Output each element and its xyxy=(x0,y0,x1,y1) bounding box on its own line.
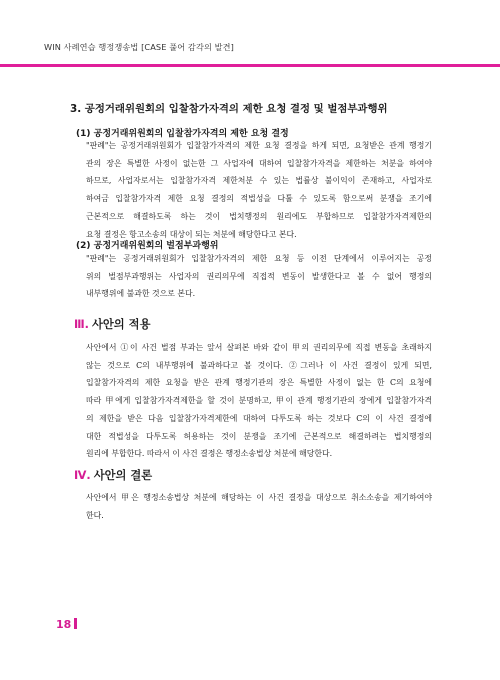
text-line: 하여금 입찰참가자격 제한 요청 결정의 적법성을 다툴 수 있도록 함으로써 분쟁을 조기에 xyxy=(86,194,432,204)
page-number-bar xyxy=(74,618,77,629)
header-rule xyxy=(0,64,500,67)
section-IV-heading xyxy=(74,467,152,483)
text-line: 입찰참가자격의 제한 요청을 받은 관계 행정기관의 장은 특별한 사정이 없는 한 C의 요청에 xyxy=(86,378,432,388)
text-line: 대한 적법성을 다투도록 허용하는 것이 분쟁을 조기에 근본적으로 해결하려는 법치행정의 xyxy=(86,431,432,441)
text-line: 원리에 부합한다. 따라서 이 사건 결정은 행정소송법상 처분에 해당한다. xyxy=(86,449,333,459)
text-line: 사안에서 ①이 사건 벌점 부과는 앞서 살펴본 바와 같이 甲의 권리의무에 직접 변동을 초래하지 xyxy=(86,343,432,352)
text-line: "판례"는 공정거래위원회가 입찰참가자격의 제한 요청 등 이전 단계에서 이루어지는 공정 xyxy=(86,254,432,263)
text-line: 의 제한을 받은 다음 입찰참가자격제한에 대하여 다투도록 하는 것보다 C의 이 사건 결정에 xyxy=(86,413,432,423)
text-line: 따라 甲에게 입찰참가자격제한을 할 것이 분명하고, 甲이 관계 행정기관의 장에게 입찰참가자격 xyxy=(86,396,432,406)
subsection-1-heading: (1) 공정거래위원회의 입찰참가자격의 제한 요청 결정 xyxy=(76,129,289,139)
section-numeral: Ⅲ. xyxy=(74,318,89,331)
section-title: 사안의 적용 xyxy=(91,318,151,331)
text-line: 사안에서 甲은 행정소송법상 처분에 해당하는 이 사건 결정을 대상으로 취소소송을 제기하여야 xyxy=(86,493,432,502)
subsection-2-paragraph xyxy=(86,250,432,303)
text-line: 하므로, 사업자로서는 입찰참가자격 제한처분 수 있는 법률상 불이익이 존재하고, 사업자로 xyxy=(86,176,432,186)
text-line: 관의 장은 특별한 사정이 없는한 그 사업자에 대하여 입찰참가자격을 제한하는 처분을 하여야 xyxy=(86,158,432,168)
section-IV-paragraph xyxy=(86,489,432,524)
section-3-heading: 3. 공정거래위원회의 입찰참가자격의 제한 요청 결정 및 벌점부과행위 xyxy=(70,103,388,115)
text-line: 위의 벌점부과행위는 사업자의 권리의무에 직접적 변동이 발생한다고 볼 수 없어 행정의 xyxy=(86,271,432,281)
section-III-heading xyxy=(74,316,150,332)
section-III-paragraph xyxy=(86,339,432,463)
text-line: 않는 것으로 C의 내부행위에 불과하다고 볼 것이다. ②그러나 이 사건 결정이 있게 되면, xyxy=(86,360,432,370)
subsection-2-heading: (2) 공정거래위원회의 벌점부과행위 xyxy=(76,241,219,251)
section-title: 사안의 결론 xyxy=(93,469,153,482)
page-number xyxy=(56,618,77,631)
text-line: 내부행위에 불과한 것으로 본다. xyxy=(86,289,196,299)
text-line: 한다. xyxy=(86,510,104,520)
text-line: "판례"는 공정거래위원회가 입찰참가자격의 제한 요청 결정을 하게 되면, 요청받은 관계 행정기 xyxy=(86,141,432,150)
text-line: 근본적으로 해결하도록 하는 것이 법치행정의 원리에도 부합하므로 입찰참가자격제한의 xyxy=(86,211,432,221)
running-header: WIN 사례연습 행정쟁송법 [CASE 풀어 감각의 발견] xyxy=(44,42,234,52)
page-number-text: 18 xyxy=(56,618,72,631)
section-numeral: Ⅳ. xyxy=(74,469,91,482)
text-line: 요청 결정은 항고소송의 대상이 되는 처분에 해당한다고 본다. xyxy=(86,229,297,239)
subsection-1-paragraph xyxy=(86,137,432,243)
